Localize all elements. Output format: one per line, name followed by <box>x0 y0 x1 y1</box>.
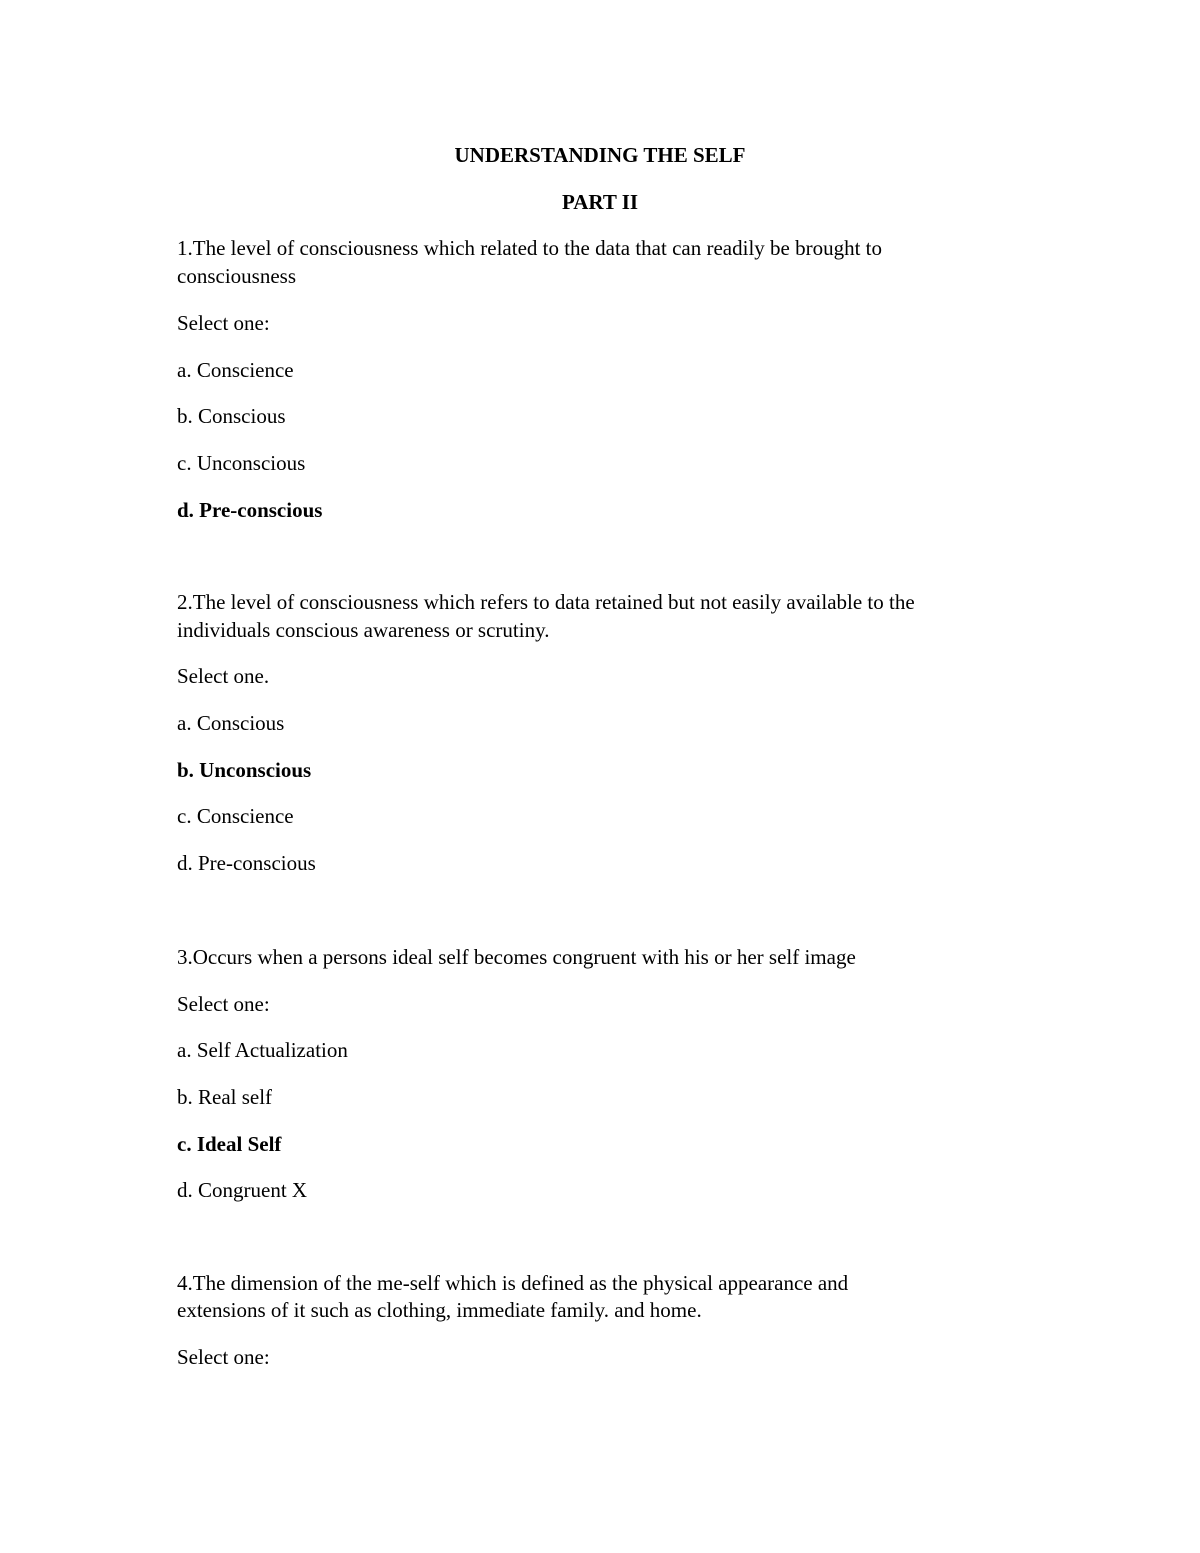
document-subtitle: PART II <box>561 190 639 214</box>
question-1-line-2: consciousness <box>177 264 296 288</box>
question-3-option-c-answer: c. Ideal Self <box>177 1132 282 1156</box>
question-2-option-b-answer: b. Unconscious <box>177 758 312 782</box>
question-1-option-b: b. Conscious <box>177 404 286 428</box>
question-3-line-1: 3.Occurs when a persons ideal self becomes congruent with his or her self image <box>177 945 856 969</box>
document-title: UNDERSTANDING THE SELF <box>454 143 746 167</box>
question-2-option-d: d. Pre-conscious <box>177 851 316 875</box>
question-3-option-d: d. Congruent X <box>177 1178 308 1202</box>
question-1-prompt: Select one: <box>177 311 270 335</box>
question-1-option-d-answer: d. Pre-conscious <box>177 498 323 522</box>
question-4-line-1: 4.The dimension of the me-self which is defined as the physical appearance and <box>177 1271 849 1295</box>
question-2-option-a: a. Conscious <box>177 711 285 735</box>
question-3-option-b: b. Real self <box>177 1085 273 1109</box>
question-4-line-2: extensions of it such as clothing, immediate family. and home. <box>177 1298 702 1322</box>
question-2-option-c: c. Conscience <box>177 804 294 828</box>
question-3-prompt: Select one: <box>177 992 270 1016</box>
question-1-option-c: c. Unconscious <box>177 451 306 475</box>
question-1-option-a: a. Conscience <box>177 358 294 382</box>
question-1-line-1: 1.The level of consciousness which related to the data that can readily be brought to <box>177 236 883 260</box>
question-2-prompt: Select one. <box>177 664 270 688</box>
question-2-line-1: 2.The level of consciousness which refers to data retained but not easily available to the <box>177 590 915 614</box>
question-4-prompt: Select one: <box>177 1345 270 1369</box>
question-2-line-2: individuals conscious awareness or scrutiny. <box>177 618 550 642</box>
question-3-option-a: a. Self Actualization <box>177 1038 348 1062</box>
